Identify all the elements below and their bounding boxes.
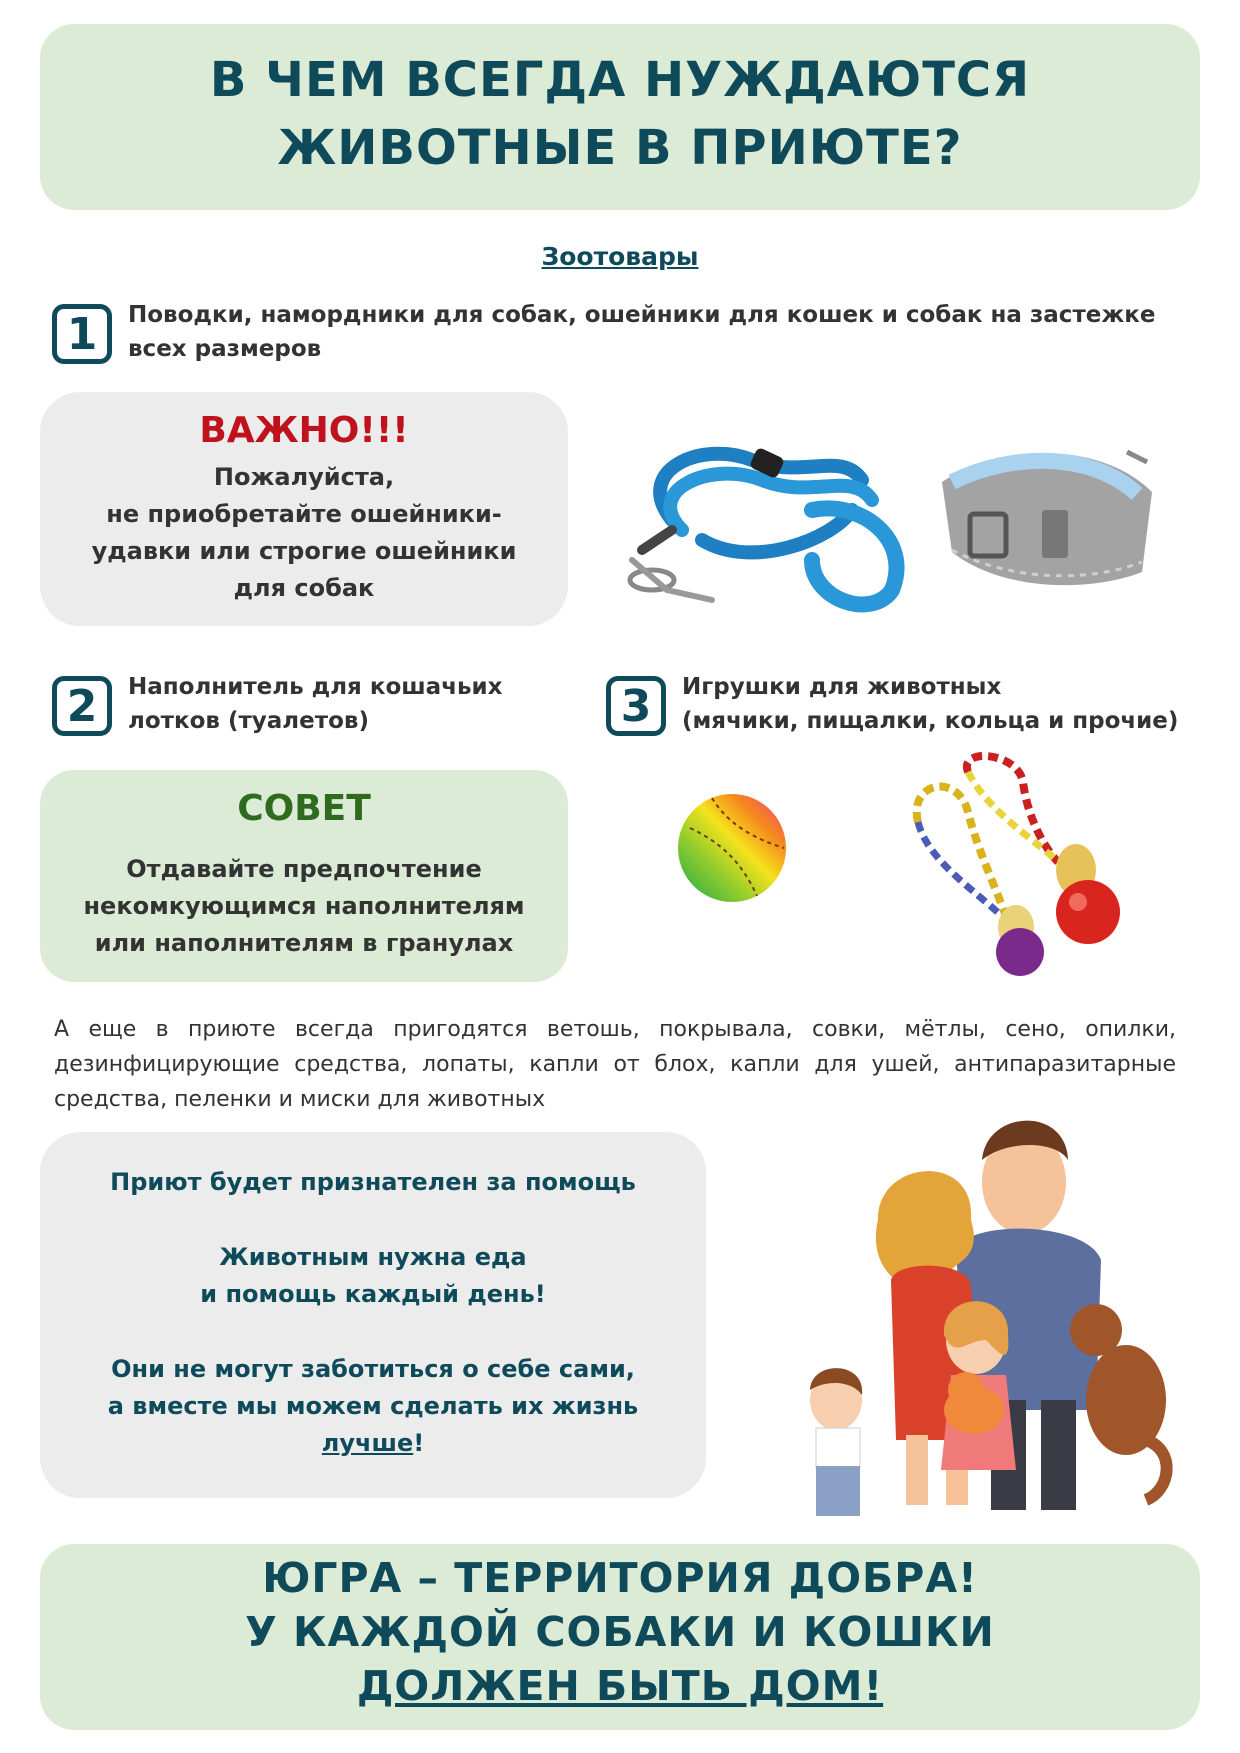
advice-panel [40, 770, 568, 982]
advice-line: Отдавайте предпочтение [126, 855, 482, 883]
important-line: Пожалуйста, [213, 463, 395, 491]
page-title-line1: В ЧЕМ ВСЕГДА НУЖДАЮТСЯ [209, 52, 1031, 108]
item-text-2 [128, 670, 548, 738]
extra-paragraph: А еще в приюте всегда пригодятся ветошь, покрывала, совки, мётлы, сено, опилки, дезинфицирующие средства, лопаты, капли от блох, капли для ушей, антипаразитарные средства, пеленки и миски для животных [54, 1017, 1176, 1112]
item-text-3 [682, 670, 1202, 738]
item-text-3-line1: Игрушки для животных [682, 674, 1002, 700]
item-text-2-line1: Наполнитель для кошачьих [128, 674, 503, 700]
advice-title: СОВЕТ [237, 788, 371, 829]
advice-line: некомкующимся наполнителям [83, 892, 525, 920]
help-exclamation: ! [413, 1429, 425, 1457]
item-text-3-line2: (мячики, пищалки, кольца и прочие) [682, 708, 1179, 734]
item-number-3: 3 [606, 676, 666, 736]
footer-panel [40, 1544, 1200, 1730]
collar-image [922, 432, 1172, 602]
important-line: удавки или строгие ошейники [91, 537, 517, 565]
help-line: а вместе мы можем сделать их жизнь [107, 1392, 639, 1420]
footer-line3: ДОЛЖЕН БЫТЬ ДОМ! [356, 1662, 884, 1710]
help-line-last [40, 1425, 706, 1462]
help-line: Животным нужна еда [219, 1243, 527, 1271]
footer-line2: У КАЖДОЙ СОБАКИ И КОШКИ [245, 1608, 995, 1656]
header-panel [40, 24, 1200, 210]
page-title-line2: ЖИВОТНЫЕ В ПРИЮТЕ? [277, 120, 963, 176]
item-number-2: 2 [52, 676, 112, 736]
important-line: не приобретайте ошейники- [106, 500, 502, 528]
important-panel [40, 392, 568, 626]
advice-line: или наполнителям в гранулах [94, 929, 514, 957]
help-line: Приют будет признателен за помощь [110, 1168, 636, 1196]
item-number-1: 1 [52, 304, 112, 364]
item-text-2-line2: лотков (туалетов) [128, 708, 369, 734]
rope-toy-image [898, 752, 1148, 982]
ball-image [672, 788, 792, 908]
help-underlined-word: лучше [321, 1429, 414, 1457]
footer-line1: ЮГРА – ТЕРРИТОРИЯ ДОБРА! [262, 1554, 978, 1602]
leash-image [612, 430, 924, 620]
section-title: Зоотовары [541, 242, 699, 271]
help-panel [40, 1132, 706, 1498]
item-text-1: Поводки, намордники для собак, ошейники для кошек и собак на застежке всех размеров [128, 302, 1156, 362]
family-illustration [796, 1110, 1176, 1530]
important-title: ВАЖНО!!! [199, 410, 409, 451]
important-line: для собак [233, 574, 375, 602]
help-line: и помощь каждый день! [200, 1280, 546, 1308]
help-line: Они не могут заботиться о себе сами, [111, 1355, 635, 1383]
